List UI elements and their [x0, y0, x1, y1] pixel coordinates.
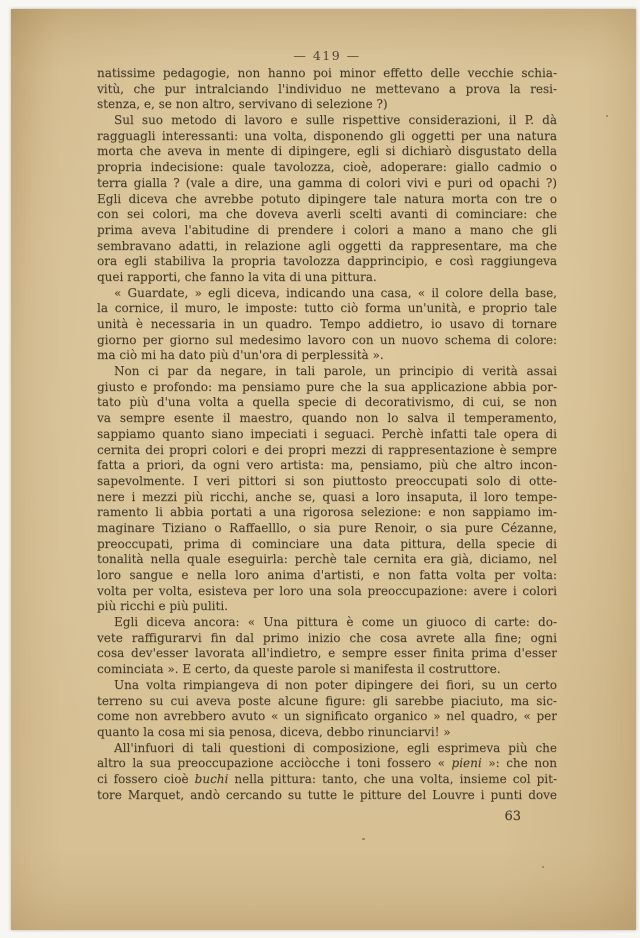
text-line: Non ci par da negare, in tali parole, un principio di verità assai	[114, 364, 557, 379]
text-line: ci fossero cioè buchi nella pittura: tanto, che una volta, insieme col pit-	[97, 771, 557, 786]
text-line: va sempre esente il maestro, quando non lo salva il temperamento,	[97, 411, 557, 426]
text-line: maginare Tiziano o Raffaelllo, o sia pure Renoir, o sia pure Cézanne,	[97, 520, 557, 535]
paper-speck	[362, 838, 365, 840]
text-line: ma ciò mi ha dato più d'un'ora di perplessità ».	[97, 348, 384, 363]
text-line: più ricchi e più puliti.	[97, 599, 228, 614]
text-line: cernita dei propri colori e dei propri mezzi di rappresentazione è sempre	[97, 442, 557, 457]
text-line: nere i mezzi più ricchi, anche se, quasi a loro insaputa, il loro tempe-	[97, 489, 557, 504]
text-line: ragguagli interessanti: una volta, disponendo gli oggetti per una natura	[97, 128, 557, 143]
text-line: cominciata ». E certo, da queste parole si manifesta il costruttore.	[97, 662, 501, 677]
text-line: ramento li abbia portati a una rigorosa selezione: e non sappiamo im-	[97, 505, 557, 520]
text-line: terra gialla ? (vale a dire, una gamma di colori vivi e puri od opachi ?)	[97, 175, 557, 190]
text-line: sapevolmente. I veri pittori si son piuttosto preoccupati solo di otte-	[97, 473, 557, 488]
text-line: Egli diceva ancora: « Una pittura è come un giuoco di carte: do-	[114, 615, 557, 630]
text-line: giusto e profondo: ma pensiamo pure che la sua applicazione abbia por-	[97, 379, 557, 394]
text-line: terreno su cui aveva poste alcune figure: gli sarebbe piaciuto, ma sic-	[97, 693, 557, 708]
paper-speck	[542, 866, 544, 868]
text-line: tore Marquet, andò cercando su tutte le pitture del Louvre i punti dove	[97, 787, 557, 802]
text-line: propria indecisione: quale tavolozza, cioè, adoperare: giallo cadmio o	[97, 160, 557, 175]
text-line: « Guardate, » egli diceva, indicando una casa, « il colore della base,	[114, 285, 557, 300]
text-line: come non avrebbero avuto « un significato organico » nel quadro, « per	[97, 709, 557, 724]
text-line: fatta a priori, da ogni vero artista: ma, pensiamo, più che altro incon-	[97, 458, 557, 473]
text-line: giorno per giorno sul medesimo lavoro con un nuovo schema di colore:	[97, 332, 557, 347]
text-line: vitù, che pur intralciando l'individuo ne mettevano a prova la resi-	[97, 81, 557, 96]
text-line: tato più d'una volta a quella specie di decorativismo, di cui, se non	[97, 395, 557, 410]
text-line: cosa dev'esser lavorata all'indietro, e sempre esser finita prima d'esser	[97, 646, 557, 661]
text-line: Egli diceva che avrebbe potuto dipingere tale natura morta con tre o	[97, 191, 557, 206]
text-line: sappiamo quanto siano impeciati i seguaci. Perchè infatti tale opera di	[97, 426, 557, 441]
text-line: loro sangue e nella loro anima d'artisti, e non fatta volta per volta:	[97, 568, 557, 582]
paper-speck	[606, 115, 608, 117]
text-line: All'infuori di tali questioni di composizione, egli esprimeva più che	[114, 740, 557, 755]
page-number-header: — 419 —	[293, 48, 361, 63]
text-line: ora egli stabiliva la propria tavolozza dapprincipio, e così raggiungeva	[97, 254, 557, 269]
text-line: con sei colori, ma che doveva averli scelti avanti di cominciare: che	[97, 207, 557, 222]
text-line: morta che aveva in mente di dipingere, egli si dichiarò disgustato della	[97, 144, 557, 159]
text-line: stenza, e, se non altro, servivano di selezione ?)	[97, 97, 388, 112]
text-line: Una volta rimpiangeva di non poter dipingere dei fiori, su un certo	[114, 677, 557, 692]
text-line: quei rapporti, che fanno la vita di una pittura.	[97, 269, 377, 284]
text-line: Sul suo metodo di lavoro e sulle rispettive considerazioni, il P. dà	[114, 113, 557, 128]
text-line: quanto la cosa mi sia penosa, diceva, debbo rinunciarvi! »	[97, 724, 451, 739]
text-line: natissime pedagogie, non hanno poi minor effetto delle vecchie schia-	[97, 66, 557, 80]
page-text	[97, 66, 557, 803]
text-line: prima aveva l'abitudine di prendere i colori a mano a mano che gli	[97, 222, 557, 237]
text-line: volta per volta, esisteva per loro una sola preoccupazione: avere i colori	[97, 583, 557, 598]
text-line: unità è necessaria in un quadro. Tempo addietro, io usavo di tornare	[97, 317, 557, 331]
text-line: altro la sua preoccupazione acciòcche i toni fossero « pieni »: che non	[97, 756, 557, 771]
text-line: vete raffigurarvi fin dal primo inizio che cosa avrete alla fine; ogni	[97, 630, 557, 645]
page-footer-signature-number: 63	[504, 809, 521, 824]
text-line: sembravano adatti, in relazione agli oggetti da rappresentare, ma che	[97, 238, 557, 253]
text-line: la cornice, il muro, le imposte: tutto ciò forma un'unità, e proprio tale	[97, 301, 557, 316]
text-line: tonalità nella quale eseguirla: perchè tale cernita era già, diciamo, nel	[97, 552, 557, 567]
book-page	[11, 9, 636, 930]
text-line: preoccupati, prima di cominciare una data pittura, della specie di	[97, 536, 557, 551]
